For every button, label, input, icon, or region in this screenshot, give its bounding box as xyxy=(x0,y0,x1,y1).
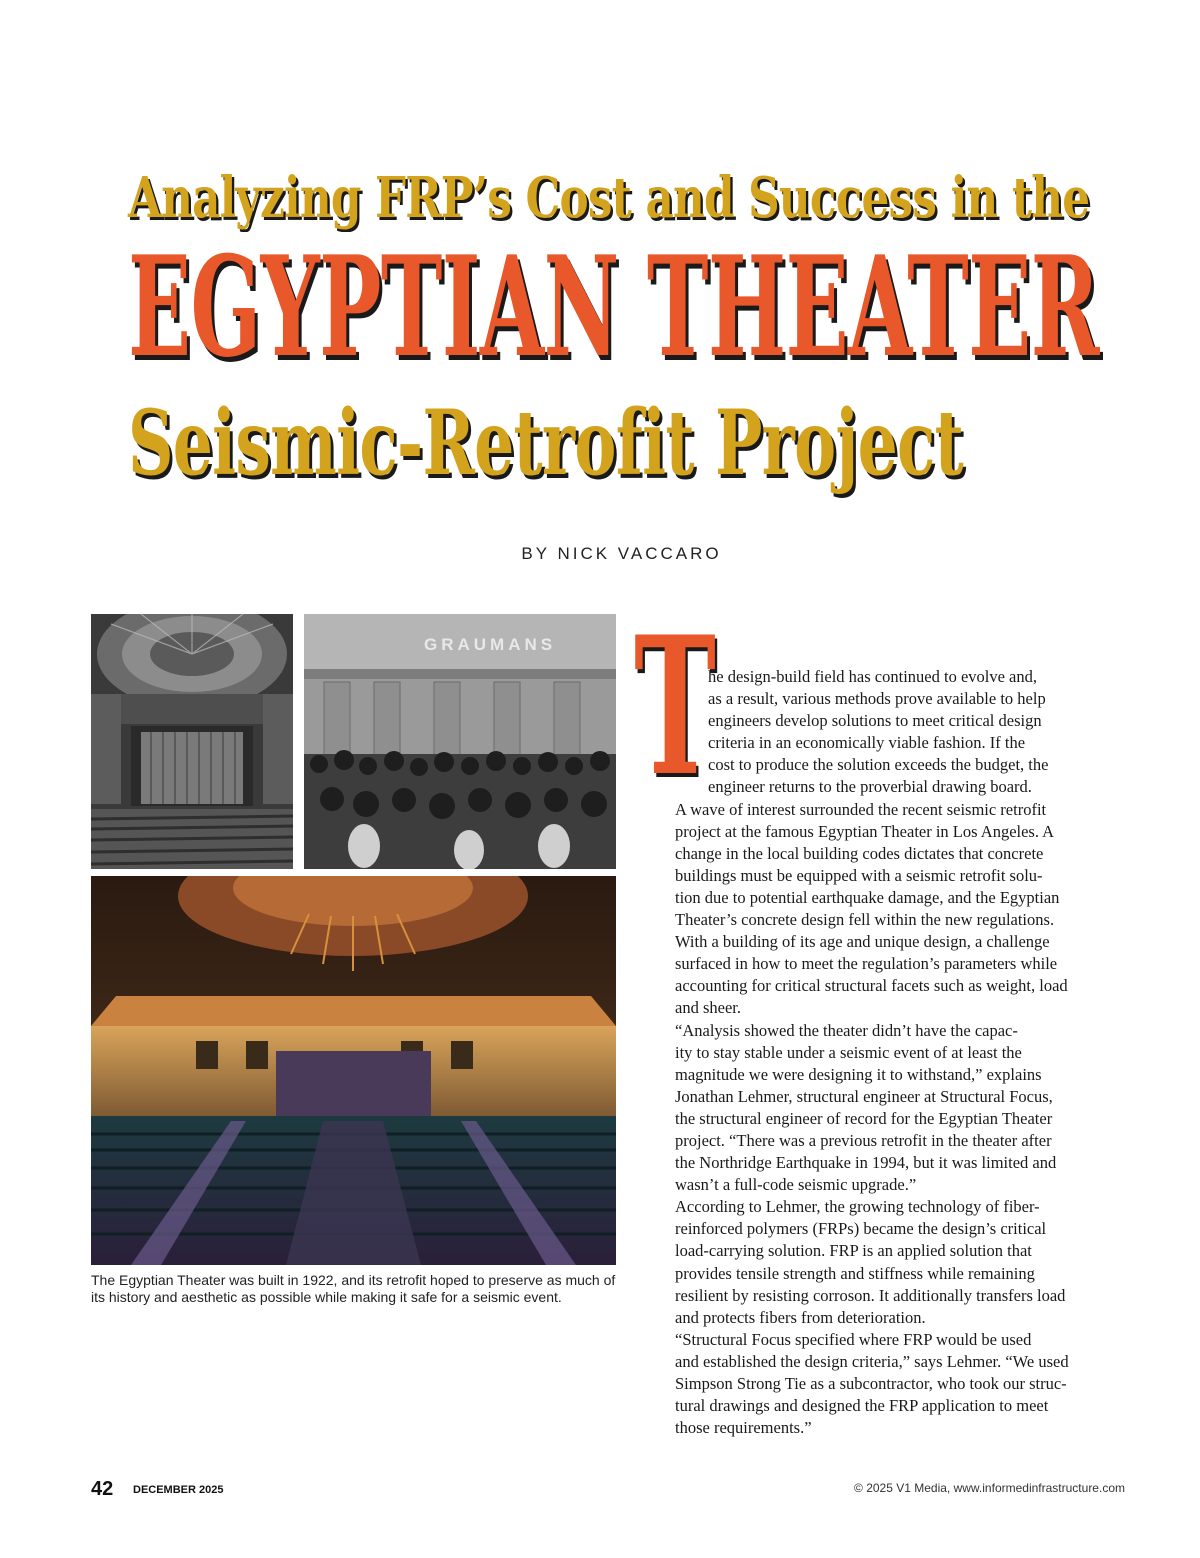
article-line: tion due to potential earthquake damage, and the Egyptian xyxy=(675,887,1060,907)
article-paragraph xyxy=(653,1329,1100,1439)
historic-stage-photo xyxy=(91,614,293,869)
article-line: According to Lehmer, the growing technology of fiber- xyxy=(675,1197,1040,1217)
article-line: change in the local building codes dictates that concrete xyxy=(675,843,1044,863)
article-line: the structural engineer of record for the Egyptian Theater xyxy=(675,1108,1053,1128)
title-line-1: Analyzing FRP’s Cost and Success in the xyxy=(128,165,1090,231)
copyright-notice: © 2025 V1 Media, www.informedinfrastructure.com xyxy=(854,1481,1125,1495)
article-paragraph xyxy=(653,1020,1100,1197)
article-line: A wave of interest surrounded the recent seismic retrofit xyxy=(675,799,1047,819)
article-line: and established the design criteria,” says Lehmer. “We used xyxy=(675,1351,1069,1371)
article-line: wasn’t a full-code seismic upgrade.” xyxy=(675,1175,917,1195)
article-line: those requirements.” xyxy=(675,1418,812,1438)
article-line: project at the famous Egyptian Theater in Los Angeles. A xyxy=(675,821,1055,841)
article-line: engineer returns to the proverbial drawing board. xyxy=(708,777,1032,797)
article-line: engineers develop solutions to meet critical design xyxy=(708,711,1042,731)
article-line: reinforced polymers (FRPs) became the design’s critical xyxy=(675,1219,1047,1239)
article-line: magnitude we were designing it to withstand,” explains xyxy=(675,1064,1042,1084)
article-line: and sheer. xyxy=(675,998,741,1018)
title-line-3: Seismic-Retrofit Project xyxy=(128,390,964,496)
article-line: “Analysis showed the theater didn’t have the capac- xyxy=(675,1020,1018,1040)
page-number: 42 xyxy=(91,1478,114,1500)
article-line: resilient by resisting corroson. It additionally transfers load xyxy=(675,1285,1066,1305)
issue-date: DECEMBER 2025 xyxy=(133,1484,224,1496)
article-line: surfaced in how to meet the regulation’s parameters while xyxy=(675,954,1058,974)
graumans-sign: GRAUMANS xyxy=(424,635,557,654)
article-line: accounting for critical structural facets such as weight, load xyxy=(675,976,1068,996)
article-line: and protects fibers from deterioration. xyxy=(675,1307,926,1327)
article-line: tural drawings and designed the FRP application to meet xyxy=(675,1396,1049,1416)
article-paragraph xyxy=(653,799,1100,1020)
article-body xyxy=(653,666,1100,1439)
article-line: as a result, various methods prove available to help xyxy=(708,689,1046,709)
article-paragraph xyxy=(653,1196,1100,1329)
article-line: cost to produce the solution exceeds the budget, the xyxy=(708,755,1049,775)
article-paragraph xyxy=(653,666,1100,799)
article-line: ity to stay stable under a seismic event of at least the xyxy=(675,1042,1022,1062)
historic-crowd-photo xyxy=(304,614,616,869)
photo-caption: The Egyptian Theater was built in 1922, and its retrofit hoped to preserve as much of its history and aesthetic as possible while making it safe for a seismic event. xyxy=(91,1272,616,1305)
article-line: Jonathan Lehmer, structural engineer at Structural Focus, xyxy=(675,1086,1053,1106)
article-line: provides tensile strength and stiffness while remaining xyxy=(675,1263,1035,1283)
drop-cap: T xyxy=(634,595,717,818)
article-line: project. “There was a previous retrofit in the theater after xyxy=(675,1130,1052,1150)
article-line: buildings must be equipped with a seismic retrofit solu- xyxy=(675,865,1043,885)
auditorium-photo xyxy=(91,876,616,1265)
article-line: Theater’s concrete design fell within the new regulations. xyxy=(675,910,1055,930)
article-line: the Northridge Earthquake in 1994, but it was limited and xyxy=(675,1153,1057,1173)
article-line: With a building of its age and unique design, a challenge xyxy=(675,932,1050,952)
article-line: criteria in an economically viable fashion. If the xyxy=(708,733,1026,753)
byline: BY NICK VACCARO xyxy=(521,544,722,563)
title-line-2: EGYPTIAN THEATER xyxy=(128,225,1099,388)
article-line: load-carrying solution. FRP is an applied solution that xyxy=(675,1241,1032,1261)
article-line: Simpson Strong Tie as a subcontractor, who took our struc- xyxy=(675,1374,1067,1393)
article-line: “Structural Focus specified where FRP would be used xyxy=(675,1329,1032,1349)
article-line: he design-build field has continued to evolve and, xyxy=(708,667,1038,686)
